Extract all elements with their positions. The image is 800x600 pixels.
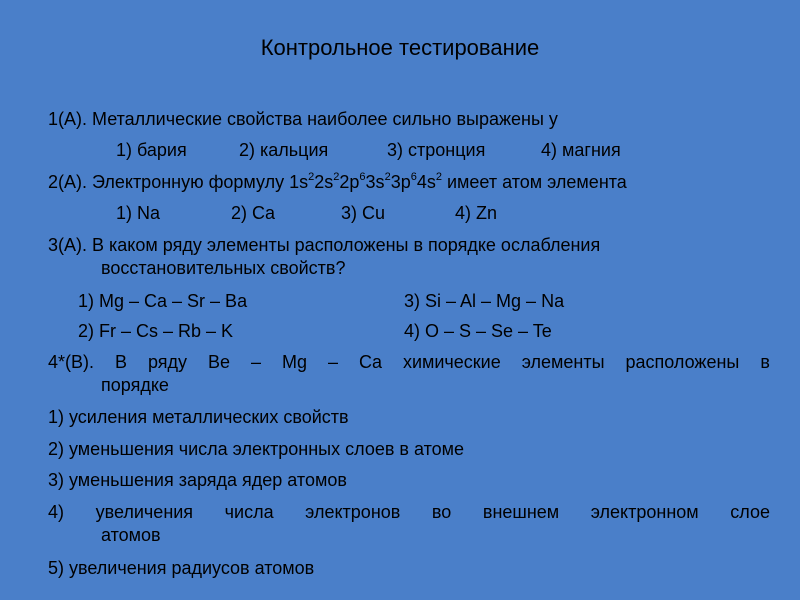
question-4-option-1: 1) усиления металлических свойств	[48, 407, 349, 427]
slide-title: Контрольное тестирование	[260, 35, 540, 60]
question-1-option-4: 4) магния	[541, 140, 621, 160]
formula-sup: 2	[308, 171, 315, 183]
word: расположены	[625, 352, 740, 372]
word: Be	[208, 352, 231, 372]
word: Mg	[281, 352, 307, 372]
word: –	[251, 352, 262, 372]
question-4-text-line-2: порядке	[101, 375, 169, 395]
question-2-option-2: 2) Ca	[231, 203, 276, 223]
word: –	[327, 352, 338, 372]
question-3-option-1: 1) Mg – Ca – Sr – Ba	[78, 291, 248, 311]
formula-part: 2s	[314, 172, 334, 192]
word: во	[431, 502, 452, 522]
word: электронов	[305, 502, 401, 522]
question-3-text-line-1: 3(А). В каком ряду элементы расположены в порядке ослабления	[48, 235, 601, 255]
question-2-suffix: имеет атом элемента	[441, 172, 627, 192]
formula-part: 2p	[339, 172, 360, 192]
word: В	[114, 352, 127, 372]
question-4-option-3: 3) уменьшения заряда ядер атомов	[48, 470, 347, 490]
word: 4)	[48, 502, 65, 522]
formula-sup: 2	[333, 171, 340, 183]
word: электронном	[590, 502, 699, 522]
word: числа	[224, 502, 274, 522]
question-3-option-4: 4) O – S – Se – Te	[404, 321, 552, 341]
question-1-option-2: 2) кальция	[239, 140, 329, 160]
word: элементы	[521, 352, 605, 372]
question-3-text-line-2: восстановительных свойств?	[101, 258, 346, 278]
question-2-option-4: 4) Zn	[455, 203, 498, 223]
word: 4*(В).	[48, 352, 95, 372]
question-2-text	[48, 171, 627, 193]
formula-sup: 2	[384, 171, 391, 183]
formula-part: 3s	[365, 172, 385, 192]
word: внешнем	[482, 502, 560, 522]
question-4-option-4-continuation: атомов	[101, 525, 161, 545]
question-4-option-4	[48, 501, 770, 523]
question-1-option-1: 1) бария	[116, 140, 187, 160]
formula-part: 3p	[390, 172, 411, 192]
formula-part: 4s	[416, 172, 436, 192]
question-1-option-3: 3) стронция	[387, 140, 486, 160]
word: Ca	[358, 352, 382, 372]
formula-sup: 6	[359, 171, 366, 183]
formula-sup: 2	[435, 171, 442, 183]
question-4-option-2: 2) уменьшения числа электронных слоев в атоме	[48, 439, 465, 459]
word: в	[760, 352, 770, 372]
word: химические	[402, 352, 501, 372]
word: слое	[730, 502, 770, 522]
question-3-option-2: 2) Fr – Cs – Rb – K	[78, 321, 234, 341]
question-4-option-5: 5) увеличения радиусов атомов	[48, 558, 315, 578]
question-3-option-3: 3) Si – Al – Mg – Na	[404, 291, 565, 311]
word: увеличения	[95, 502, 194, 522]
question-2-option-3: 3) Cu	[341, 203, 386, 223]
question-1-text: 1(А). Металлические свойства наиболее сильно выражены у	[48, 109, 558, 129]
word: ряду	[147, 352, 188, 372]
formula-sup: 6	[410, 171, 417, 183]
question-4-text-line-1	[48, 351, 770, 373]
question-2-option-1: 1) Na	[116, 203, 161, 223]
question-2-prefix: 2(А). Электронную формулу 1s	[48, 172, 309, 192]
